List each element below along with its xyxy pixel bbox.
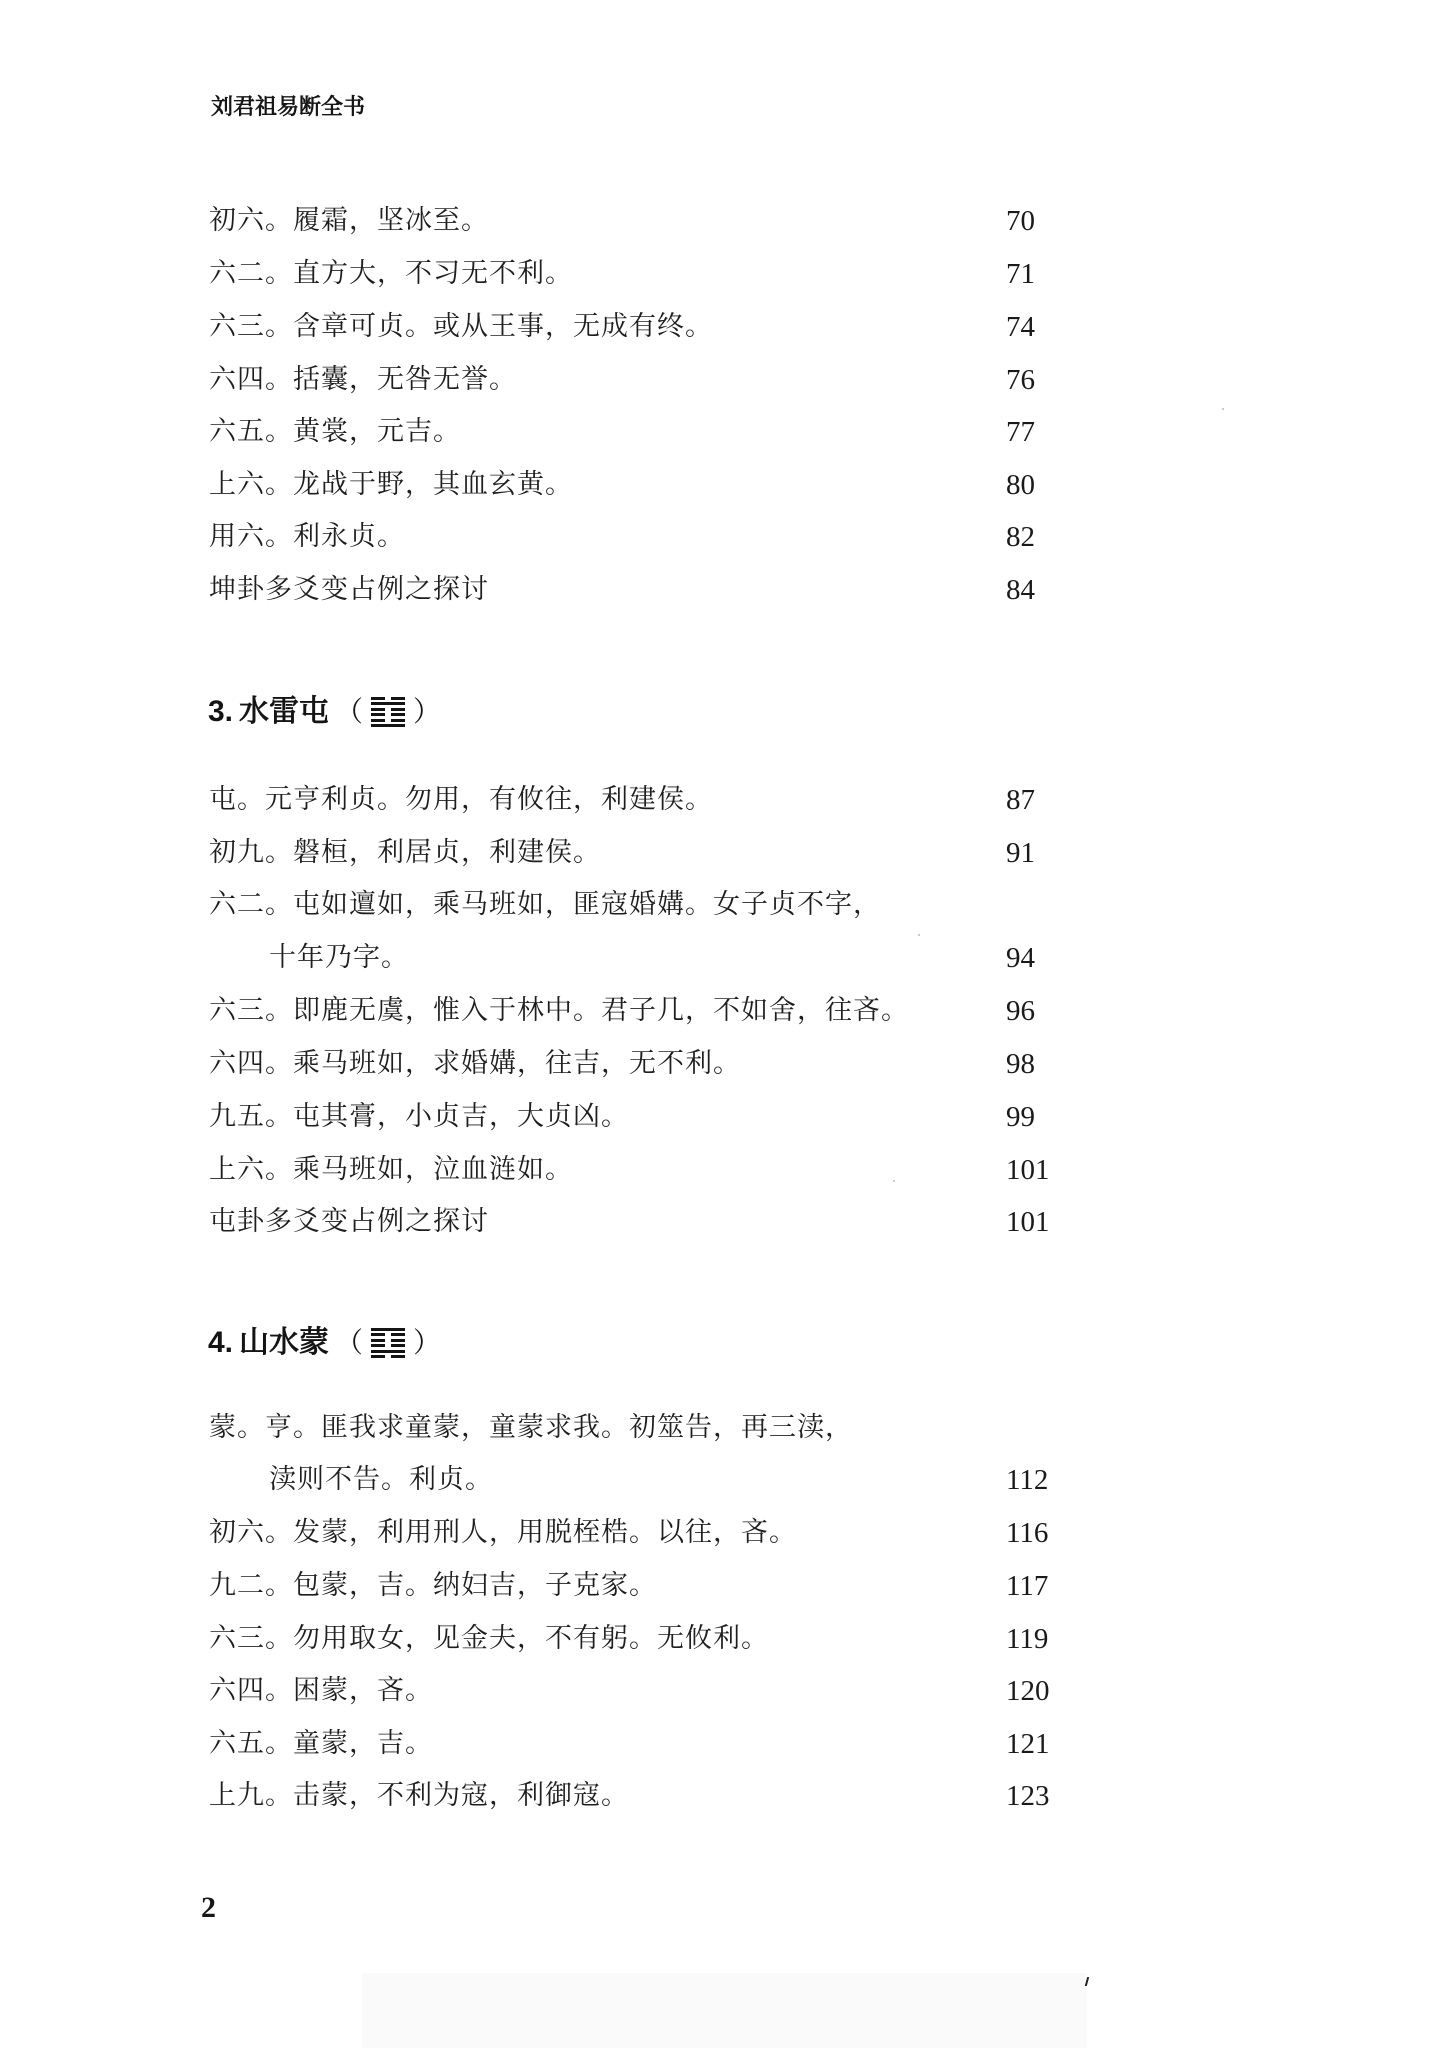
toc-entry-text: 六五。童蒙，吉。 <box>209 1728 433 1759</box>
toc-entry[interactable] <box>209 1724 1069 1764</box>
toc-entry-page: 112 <box>1006 1464 1049 1496</box>
toc-entry-page: 101 <box>1006 1206 1050 1238</box>
toc-entry[interactable] <box>209 412 1069 452</box>
toc-entry-text: 用六。利永贞。 <box>209 521 405 552</box>
toc-entry[interactable] <box>209 201 1069 241</box>
toc-entry-page: 71 <box>1006 258 1035 290</box>
toc-entry-page: 123 <box>1006 1780 1050 1812</box>
toc-entry[interactable] <box>209 1408 1069 1448</box>
toc-entry[interactable] <box>209 1776 1069 1816</box>
toc-entry-continuation[interactable] <box>209 1460 1069 1500</box>
toc-entry[interactable] <box>209 1671 1069 1711</box>
toc-entry[interactable] <box>209 517 1069 557</box>
toc-entry-text: 六四。乘马班如，求婚媾，往吉，无不利。 <box>209 1048 741 1079</box>
toc-entry[interactable] <box>209 1513 1069 1553</box>
toc-entry-page: 120 <box>1006 1675 1050 1707</box>
toc-entry-text: 坤卦多爻变占例之探讨 <box>209 574 489 605</box>
toc-entry-text: 六二。屯如邅如，乘马班如，匪寇婚媾。女子贞不字， <box>209 889 881 920</box>
toc-entry-continuation[interactable] <box>209 938 1069 978</box>
page-number: 2 <box>201 1891 216 1924</box>
toc-entry-text: 六三。含章可贞。或从王事，无成有终。 <box>209 311 713 342</box>
toc-entry[interactable] <box>209 465 1069 505</box>
toc-entry-text: 九五。屯其膏，小贞吉，大贞凶。 <box>209 1101 629 1132</box>
running-header-book-title: 刘君祖易断全书 <box>211 95 366 120</box>
toc-entry-text: 六二。直方大，不习无不利。 <box>209 258 573 289</box>
toc-entry-page: 82 <box>1006 521 1035 553</box>
toc-entry-text: 初六。履霜，坚冰至。 <box>209 205 489 236</box>
toc-entry-text: 六三。勿用取女，见金夫，不有躬。无攸利。 <box>209 1623 769 1654</box>
toc-entry[interactable] <box>209 1566 1069 1606</box>
toc-entry-text: 九二。包蒙，吉。纳妇吉，子克家。 <box>209 1570 657 1601</box>
toc-entry-page: 99 <box>1006 1101 1035 1133</box>
toc-entry[interactable] <box>209 570 1069 610</box>
toc-entry[interactable] <box>209 833 1069 873</box>
toc-entry-page: 87 <box>1006 784 1035 816</box>
section-heading-meng[interactable] <box>208 1321 447 1365</box>
toc-entry-page: 116 <box>1006 1517 1049 1549</box>
toc-entry[interactable] <box>209 1202 1069 1242</box>
toc-entry-text: 屯。元亨利贞。勿用，有攸往，利建侯。 <box>209 784 713 815</box>
open-paren: （ <box>335 695 364 728</box>
toc-entry-page: 119 <box>1006 1623 1049 1655</box>
toc-entry-text: 上六。乘马班如，泣血涟如。 <box>209 1154 573 1185</box>
toc-entry[interactable] <box>209 1097 1069 1137</box>
toc-entry-text: 初九。磐桓，利居贞，利建侯。 <box>209 837 601 868</box>
toc-entry-page: 98 <box>1006 1048 1035 1080</box>
scan-artifact-dot <box>918 934 920 936</box>
hexagram-meng-icon <box>371 1328 405 1358</box>
toc-entry-text: 六四。括囊，无咎无誉。 <box>209 364 517 395</box>
section-number: 3. <box>208 695 234 728</box>
open-paren: （ <box>335 1326 364 1359</box>
toc-entry-page: 91 <box>1006 837 1035 869</box>
section-title: 水雷屯 <box>239 694 330 729</box>
toc-entry-text: 六三。即鹿无虞，惟入于林中。君子几，不如舍，往吝。 <box>209 995 909 1026</box>
close-paren: ） <box>413 1326 442 1359</box>
toc-entry-text: 上六。龙战于野，其血玄黄。 <box>209 469 573 500</box>
toc-entry-page: 121 <box>1006 1728 1050 1760</box>
toc-entry-page: 80 <box>1006 469 1035 501</box>
toc-entry-text: 上九。击蒙，不利为寇，利御寇。 <box>209 1780 629 1811</box>
toc-entry[interactable] <box>209 1619 1069 1659</box>
hexagram-zhun-icon <box>371 697 405 727</box>
toc-entry[interactable] <box>209 780 1069 820</box>
toc-entry-text: 六四。困蒙，吝。 <box>209 1675 433 1706</box>
toc-entry[interactable] <box>209 360 1069 400</box>
toc-entry-text: 六五。黄裳，元吉。 <box>209 416 461 447</box>
section-heading-zhun[interactable] <box>208 690 447 734</box>
toc-entry[interactable] <box>209 1044 1069 1084</box>
toc-entry[interactable] <box>209 991 1069 1031</box>
toc-entry-page: 74 <box>1006 311 1035 343</box>
toc-entry-page: 96 <box>1006 995 1035 1027</box>
toc-entry-continuation-text: 十年乃字。 <box>269 942 409 973</box>
toc-entry-text: 初六。发蒙，利用刑人，用脱桎梏。以往，吝。 <box>209 1517 797 1548</box>
scan-artifact-strip <box>362 1973 1087 2048</box>
toc-entry-page: 117 <box>1006 1570 1049 1602</box>
toc-entry-page: 101 <box>1006 1154 1050 1186</box>
toc-entry-page: 70 <box>1006 205 1035 237</box>
toc-entry-continuation-text: 渎则不告。利贞。 <box>269 1464 493 1495</box>
section-number: 4. <box>208 1326 234 1359</box>
toc-entry[interactable] <box>209 307 1069 347</box>
toc-entry[interactable] <box>209 254 1069 294</box>
toc-entry[interactable] <box>209 885 1069 925</box>
scan-artifact-dot <box>1222 408 1224 410</box>
scan-artifact-dot <box>893 1180 895 1182</box>
toc-entry-page: 84 <box>1006 574 1035 606</box>
toc-entry[interactable] <box>209 1150 1069 1190</box>
section-title: 山水蒙 <box>239 1325 330 1360</box>
toc-entry-text: 屯卦多爻变占例之探讨 <box>209 1206 489 1237</box>
toc-entry-page: 76 <box>1006 364 1035 396</box>
toc-entry-text: 蒙。亨。匪我求童蒙，童蒙求我。初筮告，再三渎， <box>209 1412 853 1443</box>
toc-entry-page: 77 <box>1006 416 1035 448</box>
toc-entry-page: 94 <box>1006 942 1035 974</box>
close-paren: ） <box>413 695 442 728</box>
